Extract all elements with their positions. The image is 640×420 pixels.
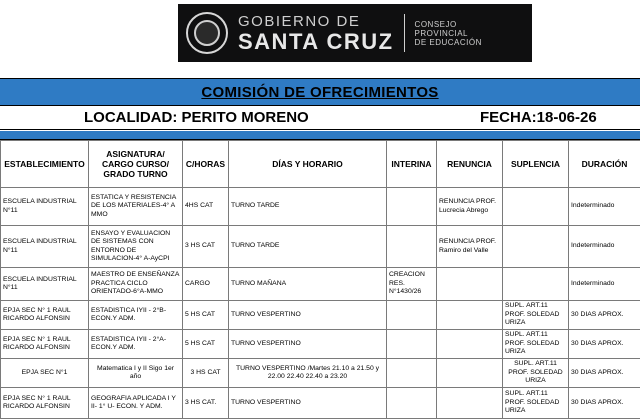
- accent-strip: [0, 131, 640, 140]
- table-header-row: [1, 141, 640, 188]
- cell-renuncia: [437, 301, 503, 330]
- cell-establecimiento: ESCUELA INDUSTRIAL N°11: [1, 268, 89, 301]
- cell-asignatura: ESTATICA Y RESISTENCIA DE LOS MATERIALES-4° A MMO: [89, 188, 183, 226]
- cell-asignatura: ESTADISTICA IYII - 2°B- ECON.Y ADM.: [89, 301, 183, 330]
- fecha-label: FECHA:18-06-26: [480, 109, 597, 126]
- cell-interina: [387, 330, 437, 359]
- cell-horas: 3 HS CAT: [183, 359, 229, 388]
- cell-duracion: 30 DIAS APROX.: [569, 359, 640, 388]
- logo-divider: [404, 14, 405, 52]
- cell-establecimiento: ESCUELA INDUSTRIAL N°11: [1, 226, 89, 268]
- cell-renuncia: [437, 268, 503, 301]
- cell-horas: 4HS CAT: [183, 188, 229, 226]
- col-header-horario: DÍAS Y HORARIO: [229, 141, 387, 188]
- location-bar: [0, 106, 640, 130]
- page-title: COMISIÓN DE OFRECIMIENTOS: [201, 83, 439, 101]
- cell-asignatura: ESTADISTICA IYII - 2°A- ECON.Y ADM.: [89, 330, 183, 359]
- table-row: [1, 359, 640, 388]
- logo-sub-1: CONSEJO: [414, 19, 457, 29]
- cell-suplencia: SUPL. ART.11 PROF. SOLEDAD URIZA: [503, 359, 569, 388]
- logo-line-1: GOBIERNO DE: [238, 12, 361, 30]
- cell-renuncia: RENUNCIA PROF. Lucrecia Abrego: [437, 188, 503, 226]
- cell-establecimiento: EPJA SEC N° 1 RAUL RICARDO ALFONSIN: [1, 330, 89, 359]
- cell-horas: CARGO: [183, 268, 229, 301]
- cell-horario: TURNO MAÑANA: [229, 268, 387, 301]
- cell-interina: [387, 388, 437, 419]
- cell-duracion: 30 DIAS APROX.: [569, 388, 640, 419]
- cell-renuncia: [437, 388, 503, 419]
- logo-sub-3: DE EDUCACIÓN: [414, 37, 482, 47]
- cell-horario: TURNO TARDE: [229, 226, 387, 268]
- cell-interina: [387, 226, 437, 268]
- cell-duracion: 30 DIAS APROX.: [569, 301, 640, 330]
- cell-suplencia: SUPL. ART.11 PROF. SOLEDAD URIZA: [503, 301, 569, 330]
- table-row: [1, 188, 640, 226]
- cell-horas: 3 HS CAT: [183, 226, 229, 268]
- offers-table: [0, 140, 640, 419]
- table-row: [1, 268, 640, 301]
- cell-renuncia: RENUNCIA PROF. Ramiro del Valle: [437, 226, 503, 268]
- cell-duracion: Indeterminado: [569, 268, 640, 301]
- cell-establecimiento: EPJA SEC N°1: [1, 359, 89, 388]
- cell-duracion: Indeterminado: [569, 188, 640, 226]
- cell-renuncia: [437, 359, 503, 388]
- cell-duracion: 30 DIAS APROX.: [569, 330, 640, 359]
- cell-asignatura: GEOGRAFIA APLICADA I Y II- 1° U- ECON. Y ADM.: [89, 388, 183, 419]
- cell-suplencia: [503, 268, 569, 301]
- col-header-horas: C/HORAS: [183, 141, 229, 188]
- col-header-establecimiento: ESTABLECIMIENTO: [1, 141, 89, 188]
- cell-horas: 3 HS CAT.: [183, 388, 229, 419]
- col-header-asignatura: ASIGNATURA/ CARGO CURSO/ GRADO TURNO: [89, 141, 183, 188]
- cell-horario: TURNO TARDE: [229, 188, 387, 226]
- col-header-duracion: DURACIÓN: [569, 141, 640, 188]
- logo-subtitle: [415, 20, 482, 47]
- cell-duracion: Indeterminado: [569, 226, 640, 268]
- cell-establecimiento: ESCUELA INDUSTRIAL N°11: [1, 188, 89, 226]
- cell-interina: [387, 301, 437, 330]
- cell-establecimiento: EPJA SEC N° 1 RAUL RICARDO ALFONSIN: [1, 301, 89, 330]
- col-header-interina: INTERINA: [387, 141, 437, 188]
- cell-establecimiento: EPJA SEC N° 1 RAUL RICARDO ALFONSIN: [1, 388, 89, 419]
- localidad-label: LOCALIDAD: PERITO MORENO: [84, 109, 309, 126]
- logo-line-2: SANTA CRUZ: [238, 28, 394, 54]
- cell-interina: CREACION RES. N°1430/26: [387, 268, 437, 301]
- cell-suplencia: SUPL. ART.11 PROF. SOLEDAD URIZA: [503, 330, 569, 359]
- cell-asignatura: Matematica I y II Sigo 1er año: [89, 359, 183, 388]
- cell-interina: [387, 188, 437, 226]
- col-header-suplencia: SUPLENCIA: [503, 141, 569, 188]
- cell-asignatura: ENSAYO Y EVALUACION DE SISTEMAS CON ENTORNO DE SIMULACION-4° A-AyCPI: [89, 226, 183, 268]
- cell-suplencia: [503, 226, 569, 268]
- government-logo: [178, 4, 532, 62]
- table-row: [1, 226, 640, 268]
- cell-asignatura: MAESTRO DE ENSEÑANZA PRACTICA CICLO ORIENTADO-6°A-MMO: [89, 268, 183, 301]
- logo-sub-2: PROVINCIAL: [414, 28, 469, 38]
- cell-horario: TURNO VESPERTINO: [229, 301, 387, 330]
- cell-horas: 5 HS CAT: [183, 301, 229, 330]
- cell-suplencia: SUPL. ART.11 PROF. SOLEDAD URIZA: [503, 388, 569, 419]
- table-row: [1, 388, 640, 419]
- title-bar: [0, 78, 640, 106]
- provincial-seal-icon: [186, 12, 228, 54]
- cell-interina: [387, 359, 437, 388]
- logo-wordmark: [238, 14, 394, 53]
- col-header-renuncia: RENUNCIA: [437, 141, 503, 188]
- cell-horario: TURNO VESPERTINO: [229, 330, 387, 359]
- table-row: [1, 301, 640, 330]
- cell-horario: TURNO VESPERTINO: [229, 388, 387, 419]
- cell-horas: 5 HS CAT: [183, 330, 229, 359]
- table-row: [1, 330, 640, 359]
- cell-horario: TURNO VESPERTINO /Martes 21.10 a 21.50 y 22.00 22.40 22.40 a 23.20: [229, 359, 387, 388]
- cell-suplencia: [503, 188, 569, 226]
- cell-renuncia: [437, 330, 503, 359]
